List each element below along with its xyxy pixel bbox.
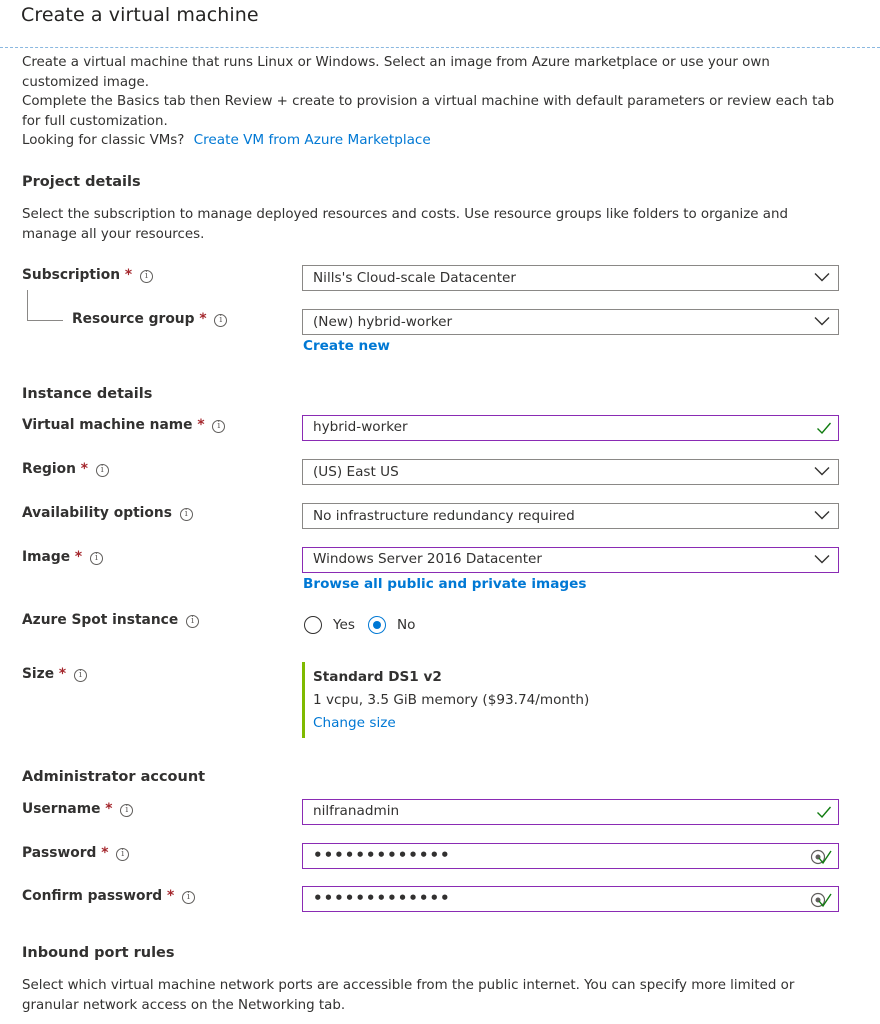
region-dropdown[interactable]: [302, 459, 839, 485]
info-icon[interactable]: i: [120, 804, 133, 817]
image-label: [22, 549, 103, 565]
image-label-text: Image: [22, 549, 71, 565]
username-value: nilfranadmin: [313, 803, 400, 819]
subscription-value: Nills's Cloud-scale Datacenter: [313, 270, 516, 286]
availability-options-dropdown[interactable]: [302, 503, 839, 529]
project-details-heading: Project details: [22, 174, 141, 190]
size-label: [22, 666, 87, 682]
vm-name-label-text: Virtual machine name: [22, 417, 193, 433]
checkmark-icon: [816, 421, 832, 435]
info-icon[interactable]: i: [90, 552, 103, 565]
required-mark: *: [101, 845, 109, 861]
info-icon[interactable]: i: [182, 891, 195, 904]
password-label: [22, 845, 129, 861]
required-mark: *: [80, 461, 88, 477]
required-mark: *: [199, 311, 207, 327]
spot-no-label[interactable]: No: [397, 617, 416, 633]
image-dropdown[interactable]: [302, 547, 839, 573]
username-label-text: Username: [22, 801, 101, 817]
confirm-password-label: [22, 888, 195, 904]
availability-options-label: [22, 505, 193, 521]
required-mark: *: [58, 666, 67, 682]
resource-group-dropdown[interactable]: [302, 309, 839, 335]
info-icon[interactable]: i: [74, 669, 87, 682]
availability-label-text: Availability options: [22, 505, 172, 521]
availability-value: No infrastructure redundancy required: [313, 508, 575, 524]
region-value: (US) East US: [313, 464, 399, 480]
password-reveal-icon[interactable]: [810, 891, 832, 909]
vm-name-label: [22, 417, 225, 433]
info-icon[interactable]: i: [186, 615, 199, 628]
chevron-down-icon: [814, 466, 830, 476]
spot-label-text: Azure Spot instance: [22, 612, 179, 628]
intro-text-2: Complete the Basics tab then Review + create to provision a virtual machine with default parameters or review each tab for full customization.: [22, 94, 835, 129]
region-label-text: Region: [22, 461, 76, 477]
username-input[interactable]: [302, 799, 839, 825]
password-reveal-icon[interactable]: [810, 848, 832, 866]
spot-yes-radio[interactable]: [304, 616, 322, 634]
instance-details-heading: Instance details: [22, 386, 153, 402]
password-input[interactable]: [302, 843, 839, 869]
vm-name-input[interactable]: [302, 415, 839, 441]
password-value: •••••••••••••: [313, 846, 451, 864]
password-label-text: Password: [22, 845, 97, 861]
required-mark: *: [74, 549, 83, 565]
info-icon[interactable]: i: [96, 464, 109, 477]
subscription-dropdown[interactable]: [302, 265, 839, 291]
size-detail: 1 vcpu, 3.5 GiB memory ($93.74/month): [313, 692, 590, 708]
resource-group-value: (New) hybrid-worker: [313, 314, 453, 330]
info-icon[interactable]: i: [214, 314, 227, 327]
subscription-label: [22, 267, 153, 283]
classic-vm-prefix: Looking for classic VMs?: [22, 133, 185, 148]
resource-group-label-text: Resource group: [72, 311, 195, 327]
project-details-description: Select the subscription to manage deployed resources and costs. Use resource groups like folders to organize and manage all your resources.: [22, 207, 788, 242]
image-value: Windows Server 2016 Datacenter: [313, 551, 543, 567]
create-new-resource-group-link[interactable]: Create new: [303, 338, 390, 354]
inbound-port-rules-heading: Inbound port rules: [22, 945, 175, 961]
chevron-down-icon: [814, 510, 830, 520]
spot-instance-label: [22, 612, 199, 628]
classic-vm-line: [22, 131, 431, 151]
info-icon[interactable]: i: [116, 848, 129, 861]
spot-no-radio[interactable]: [368, 616, 386, 634]
page-title: Create a virtual machine: [21, 4, 259, 26]
size-accent-bar: [302, 662, 305, 738]
subscription-label-text: Subscription: [22, 267, 121, 283]
tree-connector-vertical: [27, 290, 28, 321]
vm-name-value: hybrid-worker: [313, 419, 408, 435]
size-label-text: Size: [22, 666, 55, 682]
info-icon[interactable]: i: [180, 508, 193, 521]
resource-group-label: [72, 311, 227, 327]
classic-vm-link[interactable]: Create VM from Azure Marketplace: [193, 132, 431, 148]
admin-account-heading: Administrator account: [22, 769, 206, 785]
inbound-port-rules-description: Select which virtual machine network ports are accessible from the public internet. You can specify more limited or granular network access on the Networking tab.: [22, 978, 795, 1013]
tree-connector-horizontal: [27, 320, 63, 321]
required-mark: *: [166, 888, 175, 904]
username-label: [22, 801, 133, 817]
size-name: Standard DS1 v2: [313, 669, 442, 685]
spot-yes-label[interactable]: Yes: [333, 617, 355, 633]
change-size-link[interactable]: Change size: [313, 715, 396, 731]
browse-images-link[interactable]: Browse all public and private images: [303, 576, 587, 592]
confirm-password-value: •••••••••••••: [313, 889, 451, 907]
chevron-down-icon: [814, 316, 830, 326]
region-label: [22, 461, 109, 477]
confirm-password-input[interactable]: [302, 886, 839, 912]
required-mark: *: [105, 801, 113, 817]
confirm-password-label-text: Confirm password: [22, 888, 163, 904]
chevron-down-icon: [814, 272, 830, 282]
chevron-down-icon: [814, 554, 830, 564]
intro-text-1: Create a virtual machine that runs Linux or Windows. Select an image from Azure marketplace or use your own customized image.: [22, 55, 770, 90]
title-divider: [0, 47, 880, 48]
info-icon[interactable]: i: [212, 420, 225, 433]
required-mark: *: [197, 417, 205, 433]
required-mark: *: [124, 267, 133, 283]
info-icon[interactable]: i: [140, 270, 153, 283]
checkmark-icon: [816, 805, 832, 819]
